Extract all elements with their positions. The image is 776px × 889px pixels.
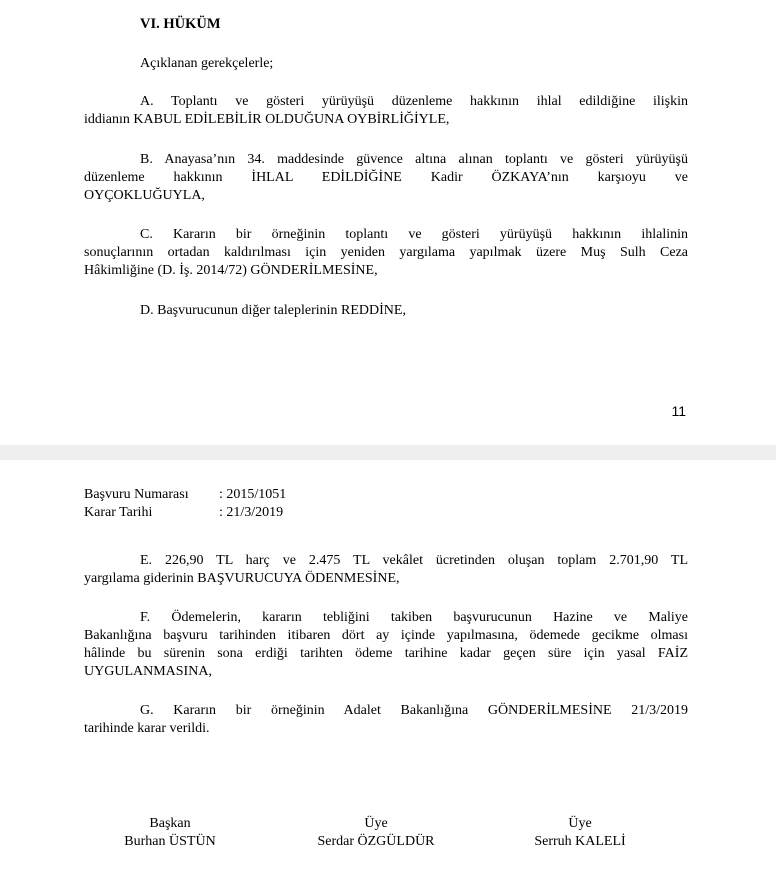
signature-name: Serruh KALELİ <box>534 834 626 849</box>
page-separator <box>0 445 776 460</box>
signature-title: Üye <box>364 816 388 831</box>
item-c-line: Hâkimliğine (D. İş. 2014/72) GÖNDERİLMESİNE, <box>84 263 378 278</box>
item-g-line: tarihinde karar verildi. <box>84 721 210 736</box>
item-e-line: yargılama giderinin BAŞVURUCUYA ÖDENMESİNE, <box>84 571 400 586</box>
signature-president <box>100 815 240 851</box>
item-a-line: iddianın KABUL EDİLEBİLİR OLDUĞUNA OYBİRLİĞİYLE, <box>84 112 450 127</box>
item-a <box>84 93 688 129</box>
item-f-line: hâlinde bu sürenin sona erdiği tarihten ödeme tarihine kadar geçen süre için yasal FAİZ <box>84 646 688 661</box>
item-b-line: OYÇOKLUĞUYLA, <box>84 188 205 203</box>
decision-date-label: Karar Tarihi <box>84 505 153 520</box>
application-number-row <box>84 486 286 504</box>
section-heading: VI. HÜKÜM <box>140 16 221 32</box>
item-f <box>84 609 688 681</box>
application-number-label: Başvuru Numarası <box>84 487 189 502</box>
item-c-line: sonuçlarının ortadan kaldırılması için yeniden yargılama yapılmak üzere Muş Sulh Ceza <box>84 245 688 260</box>
signature-title: Başkan <box>149 816 191 831</box>
signature-name: Serdar ÖZGÜLDÜR <box>317 834 435 849</box>
item-b-line: B. Anayasa’nın 34. maddesinde güvence altına alınan toplantı ve gösteri yürüyüşü <box>140 152 688 167</box>
item-c <box>84 226 688 280</box>
item-b <box>84 151 688 205</box>
item-d: D. Başvurucunun diğer taleplerinin REDDİNE, <box>140 303 406 318</box>
application-number-value: : 2015/1051 <box>219 487 287 502</box>
item-g-line: G. Kararın bir örneğinin Adalet Bakanlığına GÖNDERİLMESİNE 21/3/2019 <box>140 703 688 718</box>
intro-text: Açıklanan gerekçelerle; <box>140 56 274 71</box>
item-f-line: UYGULANMASINA, <box>84 664 212 679</box>
item-b-line: düzenleme hakkının İHLAL EDİLDİĞİNE Kadir ÖZKAYA’nın karşıoyu ve <box>84 170 688 185</box>
item-f-line: F. Ödemelerin, kararın tebliğini takiben başvurucunun Hazine ve Maliye <box>140 610 688 625</box>
decision-date-row <box>84 504 283 522</box>
signature-title: Üye <box>568 816 592 831</box>
decision-date-value: : 21/3/2019 <box>219 505 284 520</box>
item-e-line: E. 226,90 TL harç ve 2.475 TL vekâlet ücretinden oluşan toplam 2.701,90 TL <box>140 553 688 568</box>
page-number: 11 <box>671 403 686 419</box>
item-a-line: A. Toplantı ve gösteri yürüyüşü düzenleme hakkının ihlal edildiğine ilişkin <box>140 94 688 109</box>
signature-member-2 <box>510 815 650 851</box>
item-c-line: C. Kararın bir örneğinin toplantı ve gösteri yürüyüşü hakkının ihlalinin <box>140 227 688 242</box>
item-e <box>84 552 688 588</box>
item-g <box>84 702 688 738</box>
signature-member-1 <box>296 815 456 851</box>
item-f-line: Bakanlığına başvuru tarihinden itibaren dört ay içinde yapılmasına, ödemede gecikme olması <box>84 628 688 643</box>
signature-name: Burhan ÜSTÜN <box>124 834 216 849</box>
